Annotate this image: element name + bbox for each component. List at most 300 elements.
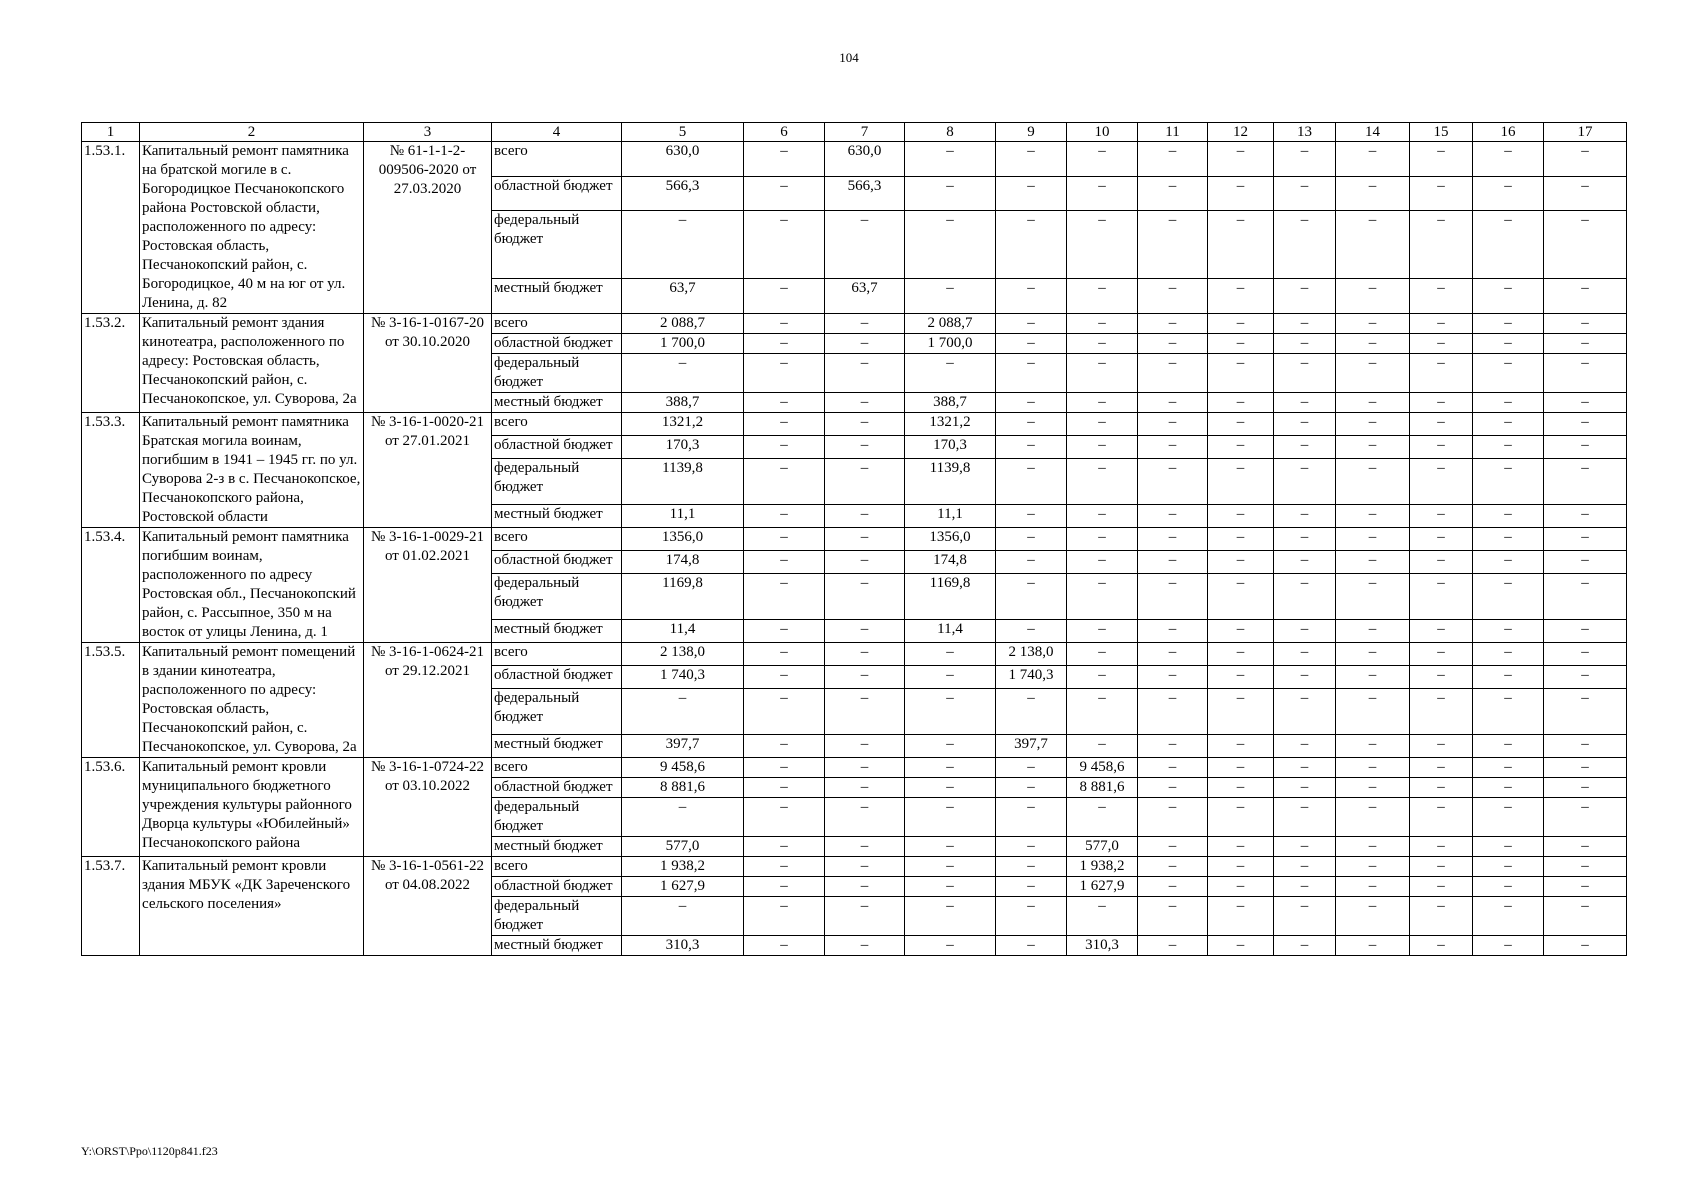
amount-cell: – (1473, 413, 1544, 436)
amount-cell: – (1067, 574, 1138, 619)
column-header: 13 (1274, 123, 1336, 142)
amount-cell: – (996, 504, 1067, 527)
amount-cell: – (1336, 551, 1410, 574)
amount-cell: – (825, 936, 905, 956)
amount-cell: – (825, 857, 905, 877)
amount-cell: – (996, 459, 1067, 504)
amount-cell: – (1544, 459, 1627, 504)
amount-cell: 63,7 (825, 279, 905, 314)
amount-cell: – (825, 354, 905, 393)
amount-cell: – (1138, 897, 1208, 936)
funding-source: федеральный бюджет (492, 798, 622, 837)
amount-cell: 9 458,6 (622, 758, 744, 778)
amount-cell: – (744, 334, 825, 354)
amount-cell: – (905, 142, 996, 177)
amount-cell: – (1138, 798, 1208, 837)
amount-cell: – (1410, 877, 1473, 897)
amount-cell: – (905, 354, 996, 393)
amount-cell: – (1410, 354, 1473, 393)
item-number: 1.53.2. (82, 314, 140, 413)
amount-cell: – (744, 436, 825, 459)
table-row (82, 758, 1627, 778)
amount-cell: 170,3 (622, 436, 744, 459)
amount-cell: – (1410, 393, 1473, 413)
amount-cell: – (1410, 837, 1473, 857)
amount-cell: 170,3 (905, 436, 996, 459)
funding-source: областной бюджет (492, 334, 622, 354)
amount-cell: 310,3 (622, 936, 744, 956)
amount-cell: – (1473, 314, 1544, 334)
amount-cell: – (1410, 176, 1473, 211)
amount-cell: – (1473, 689, 1544, 734)
amount-cell: 8 881,6 (622, 778, 744, 798)
object-name: Капитальный ремонт помещений в здании кинотеатра, расположенного по адресу: Ростовская область, Песчанокопский район, с. Песчанокопское, ул. Суворова, 2а (140, 643, 364, 758)
amount-cell: – (744, 643, 825, 666)
amount-cell: – (905, 211, 996, 279)
amount-cell: – (1410, 528, 1473, 551)
amount-cell: – (1067, 551, 1138, 574)
amount-cell: – (825, 897, 905, 936)
amount-cell: – (1274, 689, 1336, 734)
column-header: 9 (996, 123, 1067, 142)
amount-cell: – (1410, 666, 1473, 689)
amount-cell: – (1274, 504, 1336, 527)
amount-cell: – (1544, 176, 1627, 211)
amount-cell: – (1473, 393, 1544, 413)
amount-cell: 1 938,2 (622, 857, 744, 877)
amount-cell: – (1274, 393, 1336, 413)
amount-cell: – (1138, 413, 1208, 436)
table-row (82, 857, 1627, 877)
amount-cell: – (1138, 837, 1208, 857)
amount-cell: – (1473, 551, 1544, 574)
amount-cell: – (1208, 837, 1274, 857)
amount-cell: – (1208, 897, 1274, 936)
amount-cell: – (825, 211, 905, 279)
amount-cell: – (1138, 574, 1208, 619)
amount-cell: 8 881,6 (1067, 778, 1138, 798)
amount-cell: 1 700,0 (622, 334, 744, 354)
amount-cell: – (1067, 142, 1138, 177)
amount-cell: – (622, 211, 744, 279)
amount-cell: – (825, 778, 905, 798)
amount-cell: 388,7 (622, 393, 744, 413)
amount-cell: – (744, 619, 825, 642)
funding-source: федеральный бюджет (492, 459, 622, 504)
amount-cell: 1169,8 (905, 574, 996, 619)
amount-cell: – (1138, 857, 1208, 877)
funding-source: федеральный бюджет (492, 897, 622, 936)
amount-cell: – (1336, 897, 1410, 936)
column-header: 15 (1410, 123, 1473, 142)
amount-cell: – (1544, 758, 1627, 778)
amount-cell: – (905, 897, 996, 936)
amount-cell: – (1208, 574, 1274, 619)
amount-cell: – (1544, 837, 1627, 857)
amount-cell: – (825, 877, 905, 897)
amount-cell: – (905, 837, 996, 857)
amount-cell: – (1473, 758, 1544, 778)
amount-cell: – (1336, 877, 1410, 897)
amount-cell: 1321,2 (622, 413, 744, 436)
amount-cell: – (1274, 314, 1336, 334)
object-name: Капитальный ремонт здания кинотеатра, расположенного по адресу: Ростовская область, Песчанокопский район, с. Песчанокопское, ул. Суворова, 2а (140, 314, 364, 413)
amount-cell: – (905, 666, 996, 689)
amount-cell: – (1336, 734, 1410, 757)
amount-cell: 566,3 (622, 176, 744, 211)
amount-cell: – (1544, 643, 1627, 666)
amount-cell: – (1410, 619, 1473, 642)
amount-cell: – (1067, 689, 1138, 734)
amount-cell: – (1473, 798, 1544, 837)
amount-cell: – (1208, 279, 1274, 314)
amount-cell: – (1473, 619, 1544, 642)
amount-cell: – (996, 936, 1067, 956)
object-name: Капитальный ремонт памятника Братская могила воинам, погибшим в 1941 – 1945 гг. по ул. Суворова 2-з в с. Песчанокопское, Песчанокопского района, Ростовской области (140, 413, 364, 528)
budget-table-container (81, 122, 1626, 956)
amount-cell: – (1336, 666, 1410, 689)
amount-cell: – (1336, 459, 1410, 504)
amount-cell: – (1274, 142, 1336, 177)
amount-cell: – (1544, 354, 1627, 393)
amount-cell: 310,3 (1067, 936, 1138, 956)
amount-cell: – (1208, 314, 1274, 334)
funding-source: областной бюджет (492, 551, 622, 574)
amount-cell: – (744, 574, 825, 619)
amount-cell: – (1208, 142, 1274, 177)
amount-cell: – (1274, 666, 1336, 689)
amount-cell: – (1138, 504, 1208, 527)
amount-cell: – (1336, 778, 1410, 798)
amount-cell: – (1336, 354, 1410, 393)
funding-source: местный бюджет (492, 734, 622, 757)
column-header: 1 (82, 123, 140, 142)
amount-cell: 577,0 (622, 837, 744, 857)
amount-cell: 1356,0 (905, 528, 996, 551)
column-header: 4 (492, 123, 622, 142)
amount-cell: – (996, 334, 1067, 354)
amount-cell: – (1544, 734, 1627, 757)
amount-cell: – (1410, 778, 1473, 798)
amount-cell: – (1138, 354, 1208, 393)
funding-source: всего (492, 413, 622, 436)
amount-cell: – (744, 877, 825, 897)
object-name: Капитальный ремонт кровли здания МБУК «ДК Зареченского сельского поселения» (140, 857, 364, 956)
budget-table (81, 122, 1627, 956)
amount-cell: – (1274, 936, 1336, 956)
amount-cell: – (825, 436, 905, 459)
amount-cell: – (996, 354, 1067, 393)
amount-cell: – (1067, 393, 1138, 413)
amount-cell: – (1138, 666, 1208, 689)
amount-cell: – (1336, 619, 1410, 642)
amount-cell: – (1138, 176, 1208, 211)
amount-cell: – (1473, 528, 1544, 551)
amount-cell: – (1410, 897, 1473, 936)
item-number: 1.53.7. (82, 857, 140, 956)
amount-cell: – (744, 734, 825, 757)
funding-source: областной бюджет (492, 176, 622, 211)
amount-cell: 1 627,9 (622, 877, 744, 897)
amount-cell: – (1473, 897, 1544, 936)
amount-cell: – (1208, 666, 1274, 689)
amount-cell: – (996, 211, 1067, 279)
amount-cell: 2 138,0 (622, 643, 744, 666)
amount-cell: – (1067, 734, 1138, 757)
amount-cell: – (996, 314, 1067, 334)
amount-cell: – (1274, 897, 1336, 936)
funding-source: местный бюджет (492, 936, 622, 956)
amount-cell: 11,1 (622, 504, 744, 527)
amount-cell: – (1473, 666, 1544, 689)
expert-conclusion: № 3-16-1-0724-22 от 03.10.2022 (364, 758, 492, 857)
amount-cell: – (1208, 413, 1274, 436)
amount-cell: – (1067, 413, 1138, 436)
item-number: 1.53.5. (82, 643, 140, 758)
amount-cell: – (1473, 354, 1544, 393)
amount-cell: – (1138, 314, 1208, 334)
amount-cell: – (1336, 279, 1410, 314)
funding-source: всего (492, 528, 622, 551)
amount-cell: – (1274, 857, 1336, 877)
funding-source: областной бюджет (492, 877, 622, 897)
object-name: Капитальный ремонт кровли муниципального бюджетного учреждения культуры районного Дворца культуры «Юбилейный» Песчанокопского района (140, 758, 364, 857)
amount-cell: – (744, 176, 825, 211)
amount-cell: – (996, 528, 1067, 551)
amount-cell: – (1138, 279, 1208, 314)
amount-cell: 11,4 (622, 619, 744, 642)
amount-cell: – (825, 798, 905, 837)
amount-cell: – (1410, 279, 1473, 314)
amount-cell: – (1208, 778, 1274, 798)
amount-cell: – (996, 778, 1067, 798)
item-number: 1.53.1. (82, 142, 140, 314)
amount-cell: – (1208, 354, 1274, 393)
item-number: 1.53.6. (82, 758, 140, 857)
amount-cell: – (1544, 689, 1627, 734)
amount-cell: 630,0 (622, 142, 744, 177)
amount-cell: – (825, 643, 905, 666)
amount-cell: – (1336, 142, 1410, 177)
amount-cell: – (1067, 528, 1138, 551)
funding-source: местный бюджет (492, 619, 622, 642)
amount-cell: 9 458,6 (1067, 758, 1138, 778)
amount-cell: – (996, 574, 1067, 619)
amount-cell: – (825, 619, 905, 642)
expert-conclusion: № 3-16-1-0561-22 от 04.08.2022 (364, 857, 492, 956)
amount-cell: – (1410, 436, 1473, 459)
expert-conclusion: № 3-16-1-0167-20 от 30.10.2020 (364, 314, 492, 413)
amount-cell: – (1473, 936, 1544, 956)
amount-cell: 388,7 (905, 393, 996, 413)
amount-cell: – (1208, 857, 1274, 877)
amount-cell: – (1544, 877, 1627, 897)
column-header: 7 (825, 123, 905, 142)
column-header: 17 (1544, 123, 1627, 142)
amount-cell: – (744, 897, 825, 936)
amount-cell: – (1336, 857, 1410, 877)
amount-cell: – (1208, 689, 1274, 734)
amount-cell: – (1274, 334, 1336, 354)
amount-cell: – (1410, 314, 1473, 334)
column-header: 2 (140, 123, 364, 142)
amount-cell: – (1274, 459, 1336, 504)
amount-cell: – (744, 314, 825, 334)
funding-source: федеральный бюджет (492, 689, 622, 734)
amount-cell: – (1410, 413, 1473, 436)
amount-cell: – (1067, 666, 1138, 689)
amount-cell: – (996, 877, 1067, 897)
amount-cell: – (1208, 877, 1274, 897)
amount-cell: – (744, 936, 825, 956)
amount-cell: – (825, 689, 905, 734)
amount-cell: – (1208, 334, 1274, 354)
amount-cell: – (996, 551, 1067, 574)
amount-cell: – (1336, 211, 1410, 279)
table-row (82, 142, 1627, 177)
amount-cell: – (905, 176, 996, 211)
amount-cell: – (1208, 643, 1274, 666)
column-header: 10 (1067, 123, 1138, 142)
amount-cell: – (1208, 211, 1274, 279)
amount-cell: – (1544, 334, 1627, 354)
amount-cell: – (1544, 436, 1627, 459)
amount-cell: – (1274, 413, 1336, 436)
amount-cell: – (622, 354, 744, 393)
amount-cell: – (1138, 528, 1208, 551)
amount-cell: 397,7 (622, 734, 744, 757)
amount-cell: – (1410, 334, 1473, 354)
amount-cell: – (1067, 334, 1138, 354)
column-header: 5 (622, 123, 744, 142)
amount-cell: – (744, 837, 825, 857)
amount-cell: – (1544, 936, 1627, 956)
funding-source: федеральный бюджет (492, 211, 622, 279)
amount-cell: – (1208, 551, 1274, 574)
amount-cell: – (744, 798, 825, 837)
amount-cell: – (1138, 211, 1208, 279)
amount-cell: – (825, 574, 905, 619)
funding-source: местный бюджет (492, 504, 622, 527)
amount-cell: – (1138, 393, 1208, 413)
amount-cell: – (905, 279, 996, 314)
amount-cell: – (825, 666, 905, 689)
amount-cell: – (905, 643, 996, 666)
amount-cell: – (1336, 689, 1410, 734)
amount-cell: – (1544, 666, 1627, 689)
amount-cell: – (825, 758, 905, 778)
expert-conclusion: № 3-16-1-0029-21 от 01.02.2021 (364, 528, 492, 643)
amount-cell: – (1274, 798, 1336, 837)
amount-cell: 11,4 (905, 619, 996, 642)
amount-cell: – (1208, 393, 1274, 413)
amount-cell: – (744, 211, 825, 279)
amount-cell: – (1473, 877, 1544, 897)
amount-cell: – (1544, 619, 1627, 642)
amount-cell: – (1544, 211, 1627, 279)
object-name: Капитальный ремонт памятника погибшим воинам, расположенного по адресу Ростовская обл., Песчанокопский район, с. Рассыпное, 350 м на восток от улицы Ленина, д. 1 (140, 528, 364, 643)
amount-cell: – (825, 334, 905, 354)
funding-source: местный бюджет (492, 837, 622, 857)
amount-cell: – (1067, 279, 1138, 314)
amount-cell: – (1208, 528, 1274, 551)
amount-cell: – (1274, 778, 1336, 798)
amount-cell: 174,8 (622, 551, 744, 574)
amount-cell: – (1274, 837, 1336, 857)
column-header-row (82, 123, 1627, 142)
amount-cell: – (1544, 574, 1627, 619)
expert-conclusion: № 3-16-1-0624-21 от 29.12.2021 (364, 643, 492, 758)
column-header: 16 (1473, 123, 1544, 142)
table-row (82, 528, 1627, 551)
amount-cell: – (744, 778, 825, 798)
amount-cell: – (1208, 504, 1274, 527)
table-row (82, 413, 1627, 436)
amount-cell: – (1473, 504, 1544, 527)
amount-cell: – (1336, 334, 1410, 354)
amount-cell: – (1274, 877, 1336, 897)
amount-cell: 1139,8 (905, 459, 996, 504)
amount-cell: – (996, 798, 1067, 837)
amount-cell: – (1473, 279, 1544, 314)
amount-cell: – (1067, 504, 1138, 527)
amount-cell: – (1067, 643, 1138, 666)
amount-cell: – (1274, 758, 1336, 778)
amount-cell: 1321,2 (905, 413, 996, 436)
amount-cell: – (825, 459, 905, 504)
amount-cell: – (1208, 619, 1274, 642)
amount-cell: 1 740,3 (996, 666, 1067, 689)
amount-cell: – (905, 857, 996, 877)
amount-cell: – (744, 504, 825, 527)
amount-cell: – (1208, 936, 1274, 956)
amount-cell: – (1473, 334, 1544, 354)
amount-cell: – (1410, 142, 1473, 177)
amount-cell: – (1473, 142, 1544, 177)
table-body (82, 142, 1627, 956)
amount-cell: – (1410, 798, 1473, 837)
amount-cell: – (1544, 778, 1627, 798)
amount-cell: – (744, 528, 825, 551)
amount-cell: – (1544, 897, 1627, 936)
amount-cell: – (1138, 734, 1208, 757)
amount-cell: – (744, 551, 825, 574)
funding-source: федеральный бюджет (492, 354, 622, 393)
expert-conclusion: № 3-16-1-0020-21 от 27.01.2021 (364, 413, 492, 528)
amount-cell: – (1410, 734, 1473, 757)
amount-cell: – (905, 877, 996, 897)
item-number: 1.53.4. (82, 528, 140, 643)
amount-cell: 1 740,3 (622, 666, 744, 689)
amount-cell: – (744, 413, 825, 436)
amount-cell: – (1138, 758, 1208, 778)
amount-cell: – (1473, 436, 1544, 459)
amount-cell: – (1336, 528, 1410, 551)
amount-cell: – (996, 897, 1067, 936)
amount-cell: – (905, 734, 996, 757)
amount-cell: – (1473, 459, 1544, 504)
amount-cell: – (1544, 798, 1627, 837)
amount-cell: – (622, 689, 744, 734)
amount-cell: – (905, 758, 996, 778)
amount-cell: 11,1 (905, 504, 996, 527)
amount-cell: – (1274, 551, 1336, 574)
amount-cell: – (1274, 619, 1336, 642)
amount-cell: 2 088,7 (622, 314, 744, 334)
column-header: 14 (1336, 123, 1410, 142)
amount-cell: – (1410, 504, 1473, 527)
amount-cell: – (1067, 436, 1138, 459)
